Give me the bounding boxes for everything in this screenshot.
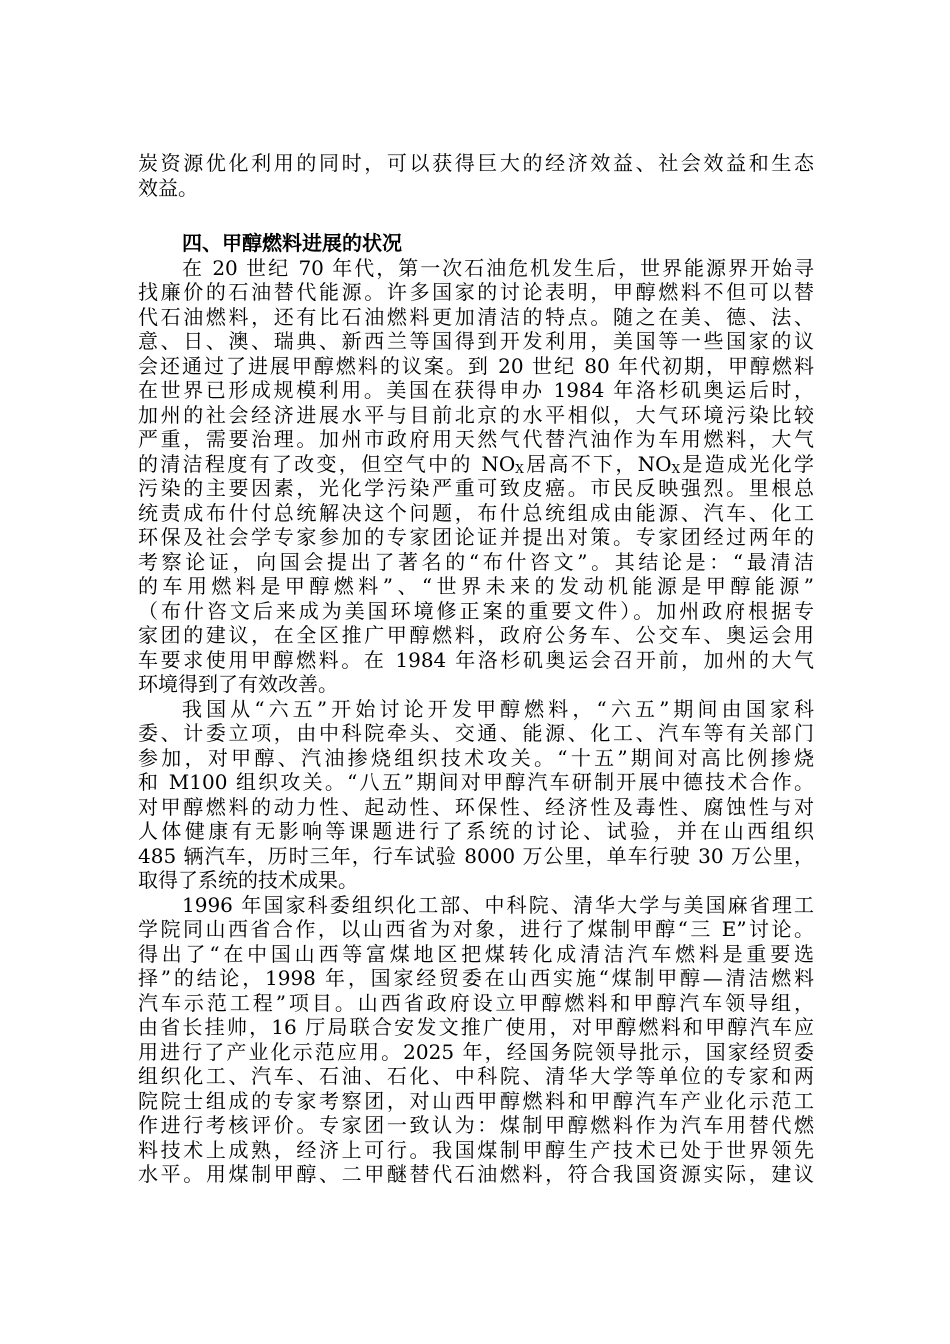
paragraph-line: 环境得到了有效改善。: [138, 672, 338, 696]
paragraph-line: 参加，对甲醇、汽油掺烧组织技术攻关。“十五”期间对高比例掺烧: [138, 745, 814, 770]
paragraph-3: [138, 893, 814, 1187]
paragraph-2: [138, 697, 814, 893]
nox-text-a: 的清洁程度有了改变，但空气中的 NO: [138, 451, 516, 476]
paragraph-line: 家团的建议，在全区推广甲醇燃料，政府公务车、公交车、奥运会用: [138, 623, 814, 647]
paragraph-line: 考察论证，向国会提出了著名的“布什咨文”。其结论是：“最清洁: [138, 549, 814, 574]
paragraph-line: 485 辆汽车，历时三年，行车试验 8000 万公里，单车行驶 30 万公里，: [138, 843, 814, 868]
paragraph-line: （布什咨文后来成为美国环境修正案的重要文件）。加州政府根据专: [138, 598, 814, 623]
paragraph-line: 在 20 世纪 70 年代，第一次石油危机发生后，世界能源界开始寻: [182, 255, 814, 280]
paragraph-line: 意、日、澳、瑞典、新西兰等国得到开发利用，美国等一些国家的议: [138, 329, 814, 353]
paragraph-line: 在世界已形成规模利用。美国在获得申办 1984 年洛杉矶奥运后时，: [138, 378, 814, 402]
paragraph-line: 院院士组成的专家考察团，对山西甲醇燃料和甲醇汽车产业化示范工: [138, 1088, 814, 1113]
paragraph-line: 对甲醇燃料的动力性、起动性、环保性、经济性及毒性、腐蚀性与对: [138, 794, 814, 819]
nox-text-b: 居高不下，NO: [523, 451, 672, 476]
paragraph-line: 统责成布什付总统解决这个问题，布什总统组成由能源、汽车、化工: [138, 500, 814, 525]
paragraph-line: 用进行了产业化示范应用。2025 年，经国务院领导批示，国家经贸委: [138, 1039, 814, 1064]
paragraph-line: 学院同山西省合作，以山西省为对象，进行了煤制甲醇“三 E”讨论。: [138, 917, 814, 941]
paragraph-line: 择”的结论，1998 年，国家经贸委在山西实施“煤制甲醇—清洁燃料: [138, 966, 814, 990]
paragraph-line: 加州的社会经济进展水平与目前北京的水平相似，大气环境污染比较: [138, 402, 814, 427]
paragraph-line: 1996 年国家科委组织化工部、中科院、清华大学与美国麻省理工: [182, 892, 814, 917]
paragraph-1: [138, 256, 814, 697]
paragraph-line: 严重，需要治理。加州市政府用天然气代替汽油作为车用燃料，大气: [138, 427, 814, 451]
paragraph-line: 污染的主要因素，光化学污染严重可致皮癌。市民反映强烈。里根总: [138, 476, 814, 500]
paragraph-line: 环保及社会学专家参加的专家团论证并提出对策。专家团经过两年的: [138, 525, 814, 549]
paragraph-line: 委、计委立项，由中科院牵头、交通、能源、化工、汽车等有关部门: [138, 721, 814, 745]
paragraph-line: 水平。用煤制甲醇、二甲醚替代石油燃料，符合我国资源实际，建议: [138, 1162, 814, 1186]
paragraph-line: 炭资源优化利用的同时，可以获得巨大的经济效益、社会效益和生态: [138, 151, 814, 175]
paragraph-line: 由省长挂帅，16 厅局联合安发文推广使用，对甲醇燃料和甲醇汽车应: [138, 1015, 814, 1039]
paragraph-line: 汽车示范工程”项目。山西省政府设立甲醇燃料和甲醇汽车领导组，: [138, 990, 814, 1015]
paragraph-line: 组织化工、汽车、石油、石化、中科院、清华大学等单位的专家和两: [138, 1064, 814, 1088]
document-page: [138, 151, 814, 1187]
nox-text-c: 是造成光化学: [680, 451, 814, 476]
nox-subscript: X: [515, 461, 524, 476]
paragraph-line: 取得了系统的技术成果。: [138, 868, 358, 892]
paragraph-line: 的车用燃料是甲醇燃料”、“世界未来的发动机能源是甲醇能源”: [138, 574, 814, 598]
paragraph-line: 效益。: [138, 175, 198, 200]
paragraph-line: 会还通过了进展甲醇燃料的议案。到 20 世纪 80 年代初期，甲醇燃料: [138, 353, 814, 378]
paragraph-line-nox: [138, 452, 814, 477]
paragraph-line: 车要求使用甲醇燃料。在 1984 年洛杉矶奥运会召开前，加州的大气: [138, 647, 814, 672]
paragraph-line: 人体健康有无影响等课题进行了系统的讨论、试验，并在山西组织: [138, 819, 814, 843]
paragraph-line: 料技术上成熟，经济上可行。我国煤制甲醇生产技术已处于世界领先: [138, 1137, 814, 1162]
paragraph-line: 找廉价的石油替代能源。许多国家的讨论表明，甲醇燃料不但可以替: [138, 280, 814, 304]
paragraph-line: 和 M100 组织攻关。“八五”期间对甲醇汽车研制开展中德技术合作。: [138, 770, 814, 794]
section-heading: 四、甲醇燃料进展的状况: [182, 231, 402, 255]
nox-subscript: X: [671, 461, 681, 476]
paragraph-line: 我国从“六五”开始讨论开发甲醇燃料，“六五”期间由国家科: [182, 696, 814, 721]
paragraph-line: 代石油燃料，还有比石油燃料更加清洁的特点。随之在美、德、法、: [138, 304, 814, 329]
paragraph-line: 得出了“在中国山西等富煤地区把煤转化成清洁汽车燃料是重要选: [138, 941, 814, 966]
paragraph-line: 作进行考核评价。专家团一致认为：煤制甲醇燃料作为汽车用替代燃: [138, 1113, 814, 1137]
